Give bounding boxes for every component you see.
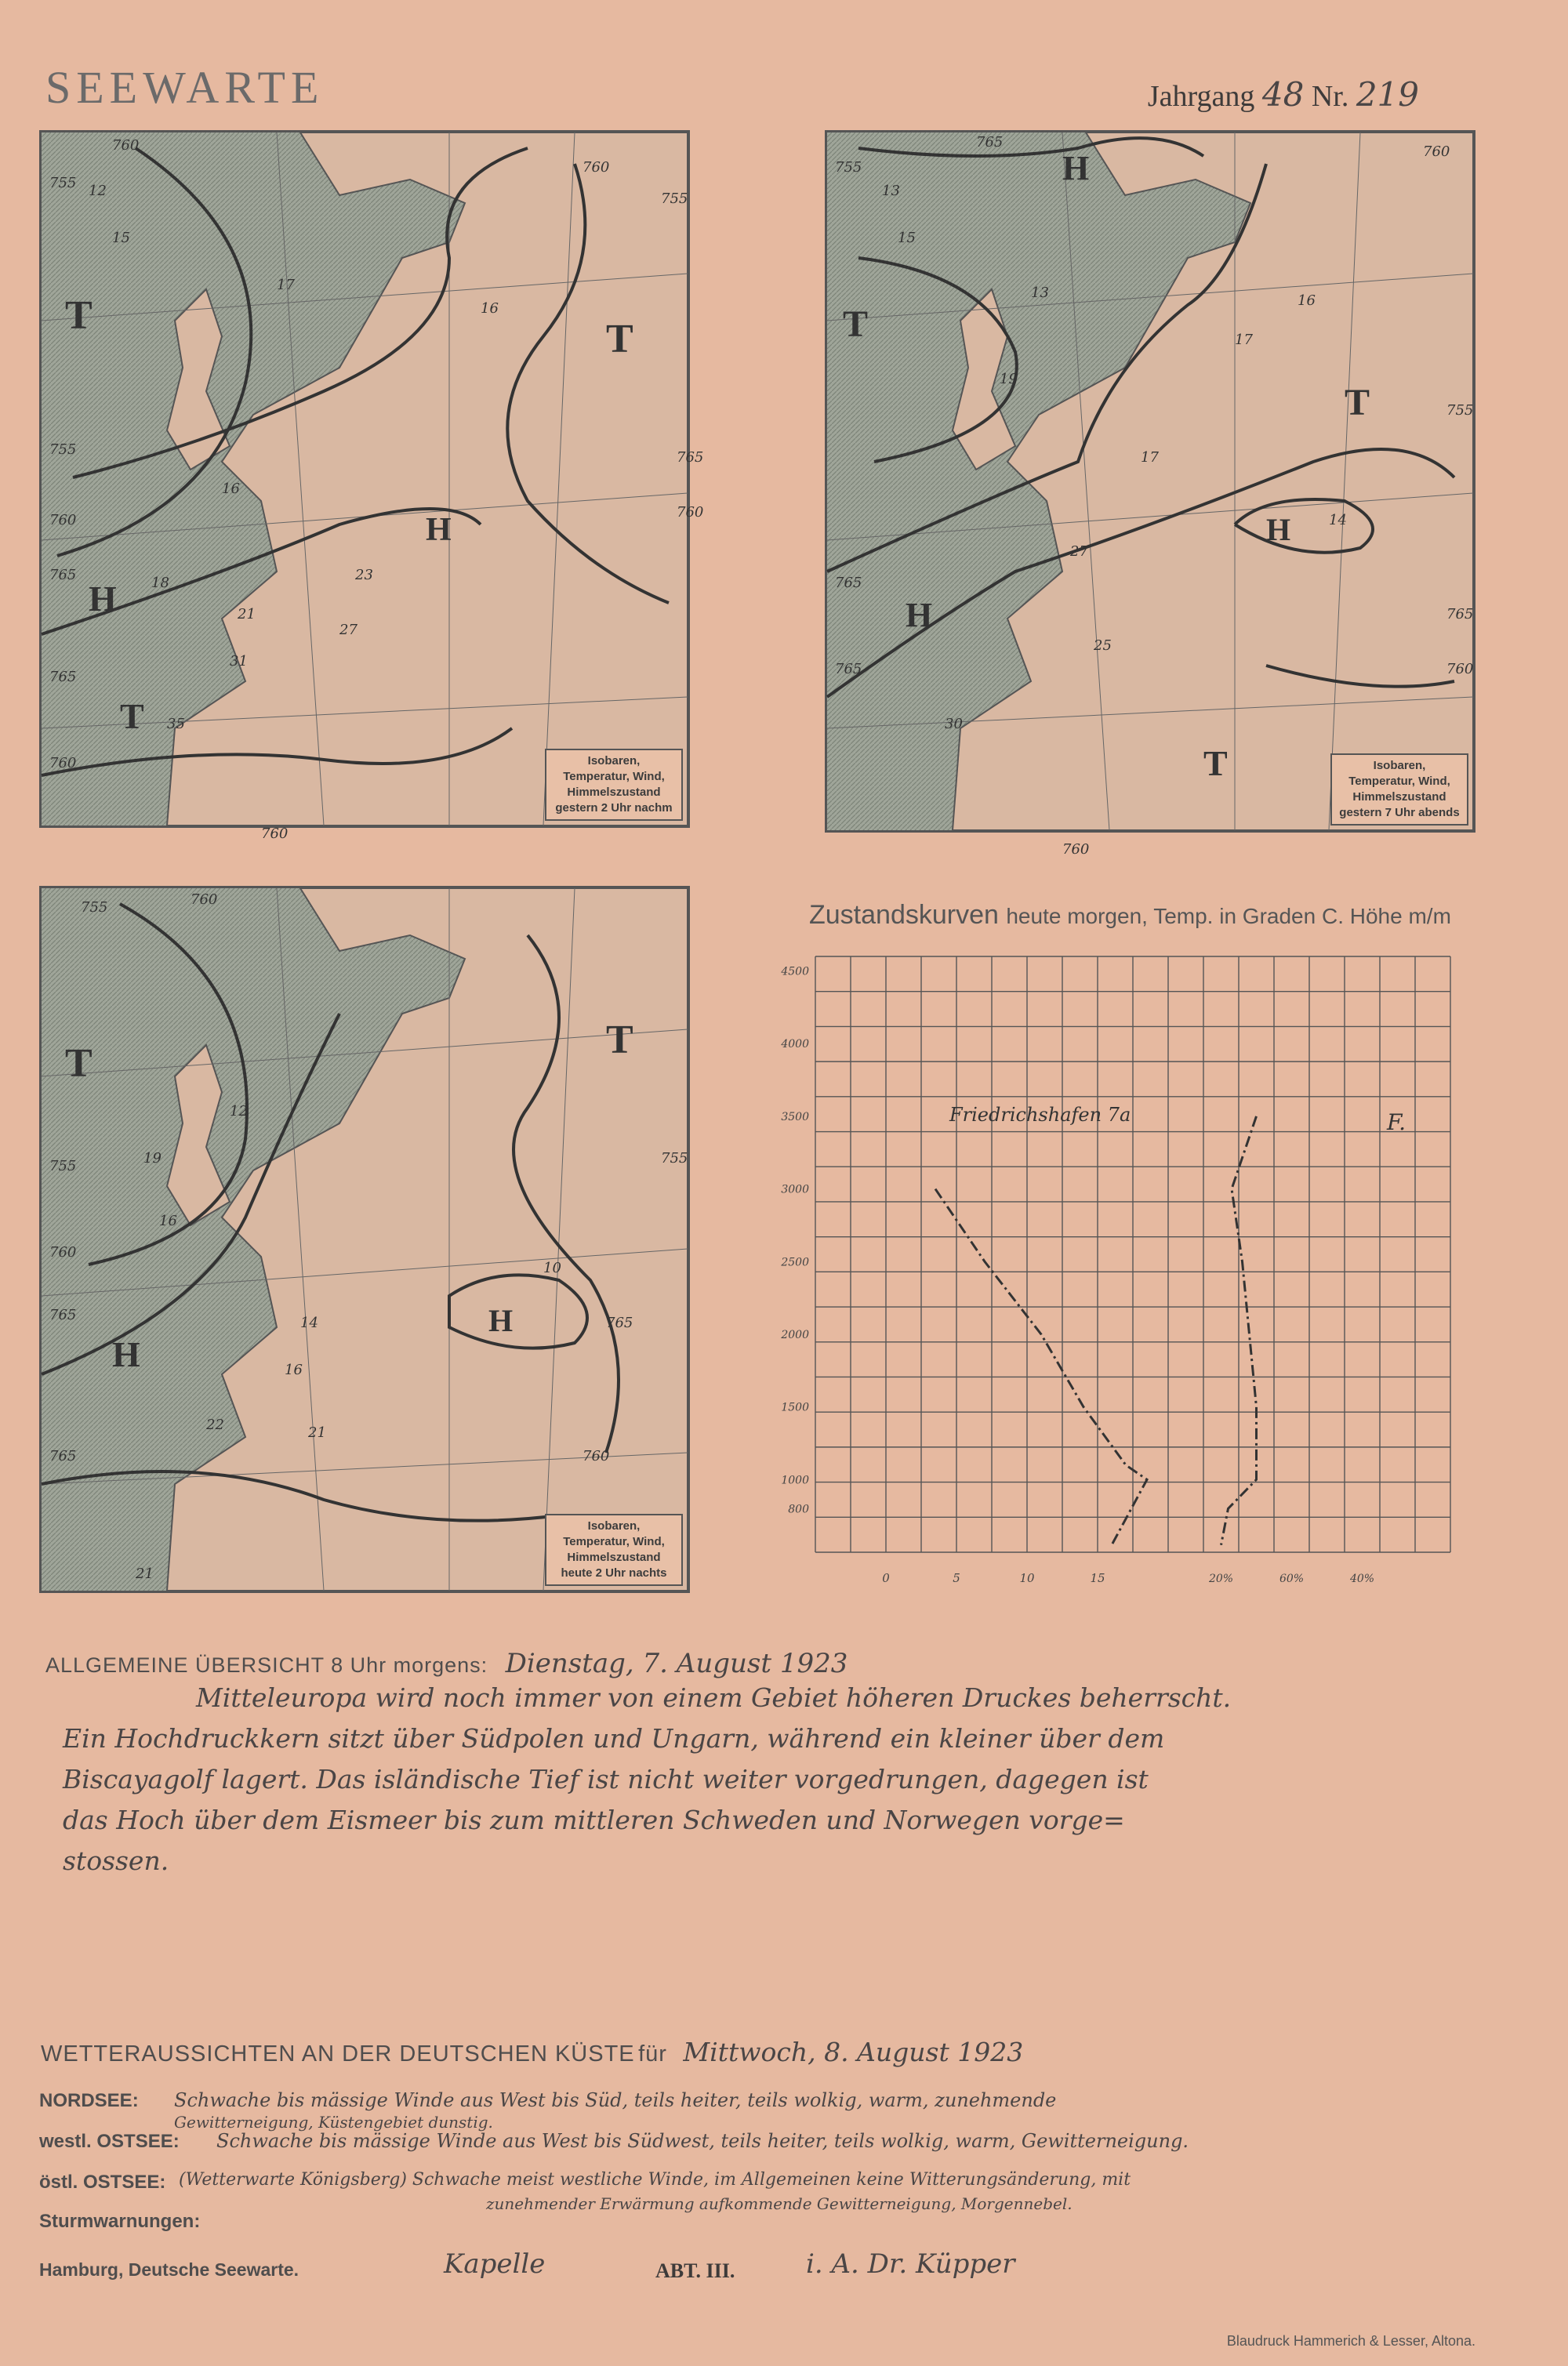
map3-tief-1: T: [65, 1041, 93, 1086]
x-tick-temp: 5: [953, 1571, 960, 1585]
svg-text:765: 765: [49, 1448, 77, 1464]
ost-ostsee-label: östl. OSTSEE:: [39, 2172, 166, 2193]
map-3-caption: Isobaren, Temperatur, Wind, Himmelszustand heute 2 Uhr nachts: [545, 1514, 683, 1586]
map2-tief-2: T: [1345, 382, 1370, 423]
weather-map-3: [39, 886, 690, 1593]
svg-text:21: 21: [136, 1566, 154, 1582]
svg-text:760: 760: [583, 159, 610, 176]
svg-text:12: 12: [230, 1103, 248, 1119]
chart-area: [753, 941, 1458, 1623]
uebersicht-line-5: stossen.: [63, 1845, 169, 1876]
svg-text:755: 755: [1446, 402, 1474, 419]
svg-text:19: 19: [1000, 371, 1018, 387]
series-f-label: F.: [1387, 1109, 1406, 1136]
svg-text:760: 760: [112, 137, 140, 154]
x-tick-humidity: 60%: [1279, 1573, 1305, 1585]
svg-text:16: 16: [481, 300, 499, 317]
svg-text:19: 19: [143, 1150, 162, 1167]
svg-text:21: 21: [308, 1424, 326, 1441]
svg-text:31: 31: [230, 653, 248, 670]
svg-text:23: 23: [355, 567, 373, 583]
svg-text:35: 35: [167, 716, 185, 732]
svg-text:765: 765: [49, 567, 77, 583]
west-ostsee-label: westl. OSTSEE:: [39, 2131, 180, 2152]
svg-text:22: 22: [206, 1417, 224, 1433]
svg-text:16: 16: [1298, 292, 1316, 309]
uebersicht-line-3: Biscayagolf lagert. Das isländische Tief ist nicht weiter vorgedrungen, dagegen ist: [63, 1764, 1149, 1794]
map1-tief-2: T: [606, 317, 633, 361]
y-tick-label: 3500: [781, 1110, 809, 1123]
ost-ostsee-text-2: zunehmender Erwärmung aufkommende Gewitterneigung, Morgennebel.: [486, 2194, 1073, 2213]
map3-tief-2: T: [606, 1018, 633, 1062]
svg-text:760: 760: [191, 891, 218, 908]
y-tick-label: 2500: [781, 1256, 809, 1269]
y-tick-label: 3000: [781, 1183, 809, 1196]
map2-tief-3: T: [1203, 743, 1228, 783]
map3-hoch-2: H: [488, 1303, 514, 1338]
weather-map-2: [825, 130, 1475, 858]
west-ostsee-text: Schwache bis mässige Winde aus West bis Südwest, teils heiter, teils wolkig, warm, Gewitterneigung.: [216, 2130, 1189, 2152]
svg-text:755: 755: [49, 1158, 77, 1174]
map1-tief-1: T: [65, 293, 93, 338]
y-tick-label: 4000: [781, 1038, 809, 1051]
chart-subtitle: heute morgen, Temp. in Graden C. Höhe m/m: [1006, 904, 1451, 928]
y-tick-label: 1500: [781, 1401, 809, 1414]
svg-text:755: 755: [81, 899, 108, 916]
svg-text:10: 10: [543, 1260, 561, 1276]
y-tick-label: 4500: [781, 965, 809, 978]
map-1-caption: Isobaren, Temperatur, Wind, Himmelszustand gestern 2 Uhr nachm: [545, 749, 683, 821]
svg-text:13: 13: [882, 183, 900, 199]
map2-hoch-2: H: [906, 596, 933, 634]
svg-text:765: 765: [835, 661, 862, 677]
svg-text:14: 14: [300, 1315, 318, 1331]
uebersicht-line-1: Mitteleuropa wird noch immer von einem Gebiet höheren Druckes beherrscht.: [196, 1682, 1232, 1713]
wetter-date: Mittwoch, 8. August 1923: [683, 2037, 1024, 2067]
x-tick-humidity: 20%: [1208, 1573, 1234, 1585]
x-tick-temp: 0: [882, 1571, 890, 1585]
signature-2: i. A. Dr. Küpper: [806, 2248, 1015, 2280]
chart-title: Zustandskurven heute morgen, Temp. in Graden C. Höhe m/m: [809, 900, 1451, 930]
map1-hoch-2: H: [426, 512, 452, 548]
svg-text:18: 18: [151, 575, 169, 591]
svg-text:14: 14: [1329, 512, 1347, 528]
map3-hoch-1: H: [112, 1334, 140, 1374]
svg-text:760: 760: [261, 826, 289, 842]
uebersicht-header: [45, 1648, 848, 1679]
svg-text:760: 760: [49, 512, 77, 528]
map-2-drawing: [827, 132, 1474, 858]
svg-text:760: 760: [49, 755, 77, 771]
svg-text:760: 760: [677, 504, 704, 521]
svg-text:755: 755: [49, 175, 77, 191]
map-1-drawing: [42, 132, 704, 842]
svg-text:13: 13: [1031, 285, 1049, 301]
uebersicht-line-4: das Hoch über dem Eismeer bis zum mittleren Schweden und Norwegen vorge=: [63, 1805, 1125, 1835]
svg-text:755: 755: [49, 441, 77, 458]
map1-tief-3: T: [120, 696, 144, 736]
svg-text:16: 16: [222, 481, 240, 497]
uebersicht-label: ALLGEMEINE ÜBERSICHT 8 Uhr morgens:: [45, 1653, 488, 1677]
svg-text:755: 755: [661, 1150, 688, 1167]
y-tick-label: 1000: [781, 1474, 809, 1487]
svg-text:765: 765: [49, 1307, 77, 1323]
svg-text:765: 765: [835, 575, 862, 591]
svg-text:12: 12: [89, 183, 107, 199]
nordsee-text-2: Gewitterneigung, Küstengebiet dunstig.: [174, 2113, 493, 2132]
x-tick-temp: 10: [1019, 1571, 1035, 1585]
wetter-label: WETTERAUSSICHTEN AN DER DEUTSCHEN KÜSTE: [41, 2041, 635, 2067]
map2-hoch-3: H: [1266, 512, 1291, 547]
x-tick-temp: 15: [1090, 1571, 1105, 1585]
svg-text:16: 16: [159, 1213, 177, 1229]
map2-hoch-1: H: [1062, 149, 1090, 187]
svg-text:17: 17: [277, 277, 295, 293]
svg-text:15: 15: [112, 230, 130, 246]
footer-abt: ABT. III.: [655, 2259, 735, 2282]
map1-hoch-1: H: [89, 579, 117, 619]
svg-text:21: 21: [238, 606, 256, 622]
sturmwarnungen-label: Sturmwarnungen:: [39, 2211, 201, 2232]
series-friedrichshafen-label: Friedrichshafen 7a: [949, 1103, 1131, 1126]
wetter-fuer: für: [638, 2041, 667, 2067]
nordsee-text-1: Schwache bis mässige Winde aus West bis Süd, teils heiter, teils wolkig, warm, zunehmende: [174, 2089, 1057, 2111]
svg-text:27: 27: [339, 622, 358, 638]
svg-text:765: 765: [677, 449, 704, 466]
svg-text:17: 17: [1235, 332, 1253, 348]
printer-note: Blaudruck Hammerich & Lesser, Altona.: [1226, 2333, 1475, 2349]
svg-text:755: 755: [835, 159, 862, 176]
weather-map-1: [39, 130, 704, 842]
map2-tief-1: T: [843, 303, 869, 345]
svg-text:765: 765: [1446, 606, 1474, 622]
y-tick-label: 800: [788, 1503, 809, 1516]
wetter-header: [41, 2037, 1023, 2067]
svg-text:760: 760: [583, 1448, 610, 1464]
footer-place: Hamburg, Deutsche Seewarte.: [39, 2259, 299, 2280]
brand-title: SEEWARTE: [45, 62, 325, 113]
svg-text:760: 760: [1446, 661, 1474, 677]
jahrgang-value: 48: [1261, 75, 1305, 114]
ost-ostsee-text-1: (Wetterwarte Königsberg) Schwache meist westliche Winde, im Allgemeinen keine Witterungsänderung, mit: [179, 2170, 1131, 2190]
uebersicht-text: [63, 1678, 1537, 1882]
svg-text:760: 760: [49, 1244, 77, 1261]
svg-text:16: 16: [285, 1362, 303, 1378]
svg-text:760: 760: [1423, 143, 1450, 160]
svg-text:30: 30: [945, 716, 963, 732]
svg-text:17: 17: [1141, 449, 1159, 466]
x-tick-humidity: 40%: [1349, 1573, 1375, 1585]
svg-text:15: 15: [898, 230, 916, 246]
nr-value: 219: [1356, 75, 1419, 114]
svg-text:765: 765: [606, 1315, 633, 1331]
svg-text:25: 25: [1094, 637, 1112, 654]
svg-text:760: 760: [1062, 841, 1090, 858]
y-tick-label: 2000: [781, 1328, 809, 1341]
svg-text:755: 755: [661, 191, 688, 207]
svg-text:765: 765: [49, 669, 77, 685]
signature-1: Kapelle: [444, 2248, 546, 2280]
svg-text:27: 27: [1070, 543, 1088, 560]
issue-info: [1148, 75, 1419, 114]
jahrgang-label: Jahrgang: [1147, 80, 1255, 113]
nordsee-label: NORDSEE:: [39, 2090, 139, 2111]
uebersicht-line-2: Ein Hochdruckkern sitzt über Südpolen und Ungarn, während ein kleiner über dem: [63, 1723, 1165, 1754]
map-2-caption: Isobaren, Temperatur, Wind, Himmelszustand gestern 7 Uhr abends: [1330, 753, 1468, 826]
series-friedrichshafen-line: [935, 1189, 1147, 1545]
uebersicht-date: Dienstag, 7. August 1923: [505, 1648, 848, 1679]
svg-text:765: 765: [976, 134, 1004, 151]
nr-label: Nr.: [1311, 80, 1349, 113]
map-3-drawing: [42, 888, 688, 1591]
